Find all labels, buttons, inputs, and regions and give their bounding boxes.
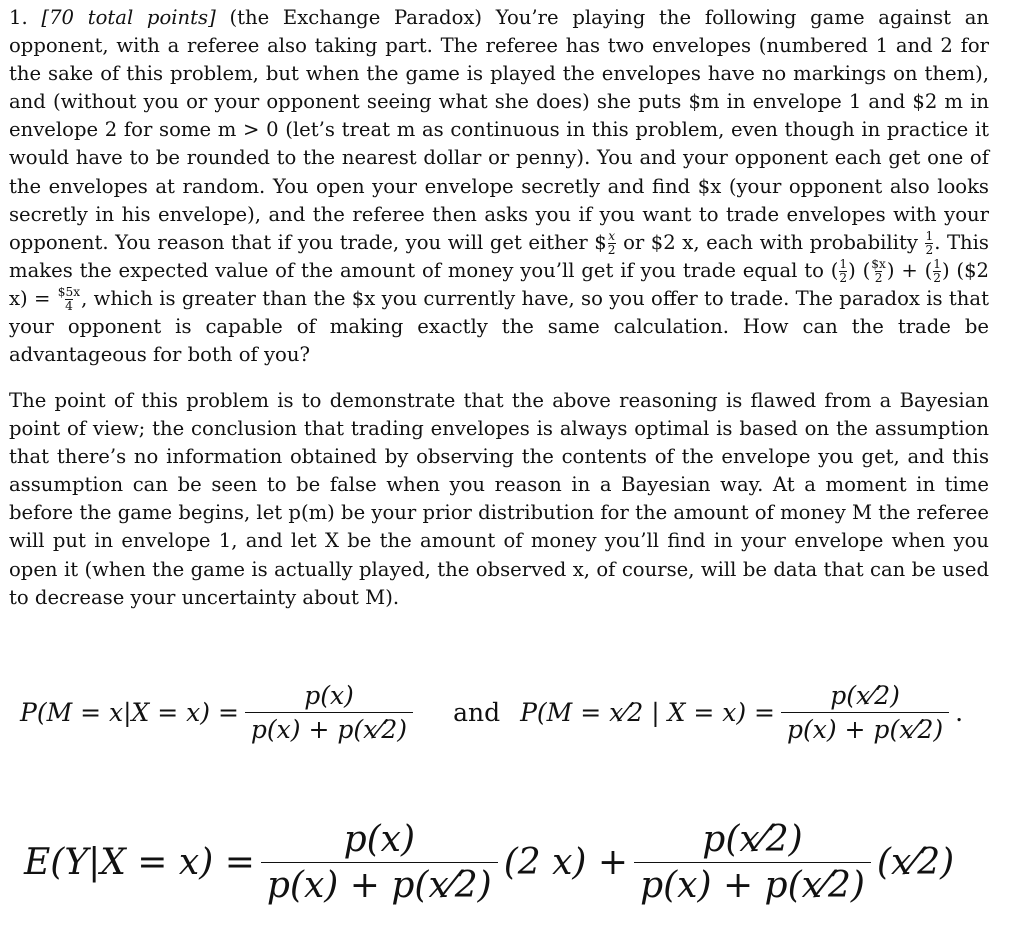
problem-paragraph [9,4,989,369]
posterior-equations [0,672,1024,752]
eq2-den1: p(x) + p(x⁄2) [261,862,498,906]
expectation-equation [0,810,1024,915]
eq1-fraction2 [781,681,949,744]
eq1-den1: p(x) + p(x⁄2) [245,712,413,744]
eq2-lhs: E(Y|X = x) = [24,842,255,883]
eq1-lhs1: P(M = x|X = x) = [20,697,239,727]
eq2-fraction1 [261,819,498,906]
eq1-fraction1 [245,681,413,744]
eq2-mult1: (2 x) + [503,842,629,883]
problem-number: 1. [9,6,28,29]
eq1-num2: p(x⁄2) [830,680,900,710]
eq2-fraction2 [634,819,871,906]
eq2-num1: p(x) [343,819,415,860]
problem-text-part2: or $2 x, each with probability [616,230,925,254]
eq1-num1: p(x) [304,680,354,710]
ev-expression: ( $\frac{1}{2}$ ) ( $\frac{\$x}{2}$ ) + ( $\frac{1}{2}$ ) ($2 x) = $\frac{\$5x}{4}$ [9,257,989,313]
problem-text-part1: (the Exchange Paradox) You’re playing the following game against an opponent, with a referee also taking part. The referee has two envelopes (numbered 1 and 2 for the sake of this problem, but when the game is played the envelopes have no markings on them), and (without you or your opponent seeing what she does) she puts $m in envelope 1 and $2 m in envelope 2 for some m > 0 (let’s treat m as continuous in this problem, even though in practice it would have to be rounded to the nearest dollar or penny). You and your opponent each get one of the envelopes at random. You open your envelope secretly and find $x (your opponent also looks secretly in his envelope), and the referee then asks you if you want to trade envelopes with your opponent. You reason that if you trade, you will get either $ [9,6,989,254]
eq1-end: . [955,697,964,727]
eq1-connector: and [453,697,501,727]
problem-text-part4: , which is greater than the $x you currently have, so you offer to trade. The paradox is that your opponent is capable of making exactly the same calculation. How can the trade be advantageous for both of you? [9,286,989,367]
eq2-num2: p(x⁄2) [702,819,803,860]
eq2-den2: p(x) + p(x⁄2) [634,862,871,906]
bayesian-paragraph: The point of this problem is to demonstrate that the above reasoning is flawed from a Bayesian point of view; the conclusion that trading envelopes is always optimal is based on the assumption that there’s no information obtained by observing the contents of the envelope you get, and this assumption can be seen to be false when you reason in a Bayesian way. At a moment in time before the game begins, let p(m) be your prior distribution for the amount of money M the referee will put in envelope 1, and let X be the amount of money you’ll find in your envelope when you open it (when the game is actually played, the observed x, of course, will be data that can be used to decrease your uncertainty about M). [9,389,989,609]
inline-frac-one-half: $\frac{1}{2}$ [925,229,934,257]
eq1-den2: p(x) + p(x⁄2) [781,712,949,744]
problem-points: [70 total points] [41,6,216,29]
inline-frac-x-over-2: $\frac{x}{2}$ [607,229,616,257]
problem-text-part3: . This makes the expected value of the amount of money you’ll get if you trade equal to [9,230,989,282]
eq1-lhs2: P(M = x⁄2 | X = x) = [520,697,775,727]
eq2-mult2: (x⁄2) [876,842,955,883]
